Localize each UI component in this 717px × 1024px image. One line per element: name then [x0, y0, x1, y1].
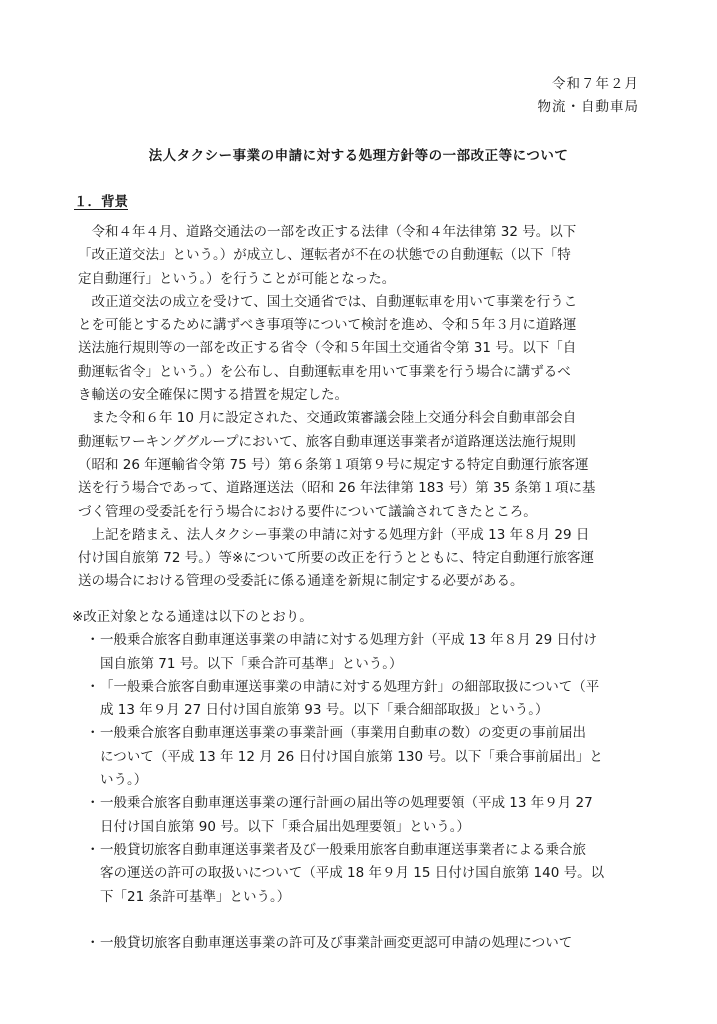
document-header: [538, 73, 640, 119]
list-item-text: 一般乗合旅客自動車運送事業の運行計画の届出等の処理要領（平成 13 年９月 27 日付け国自旅第 90 号。以下「乗合届出処理要領」という。）: [100, 795, 593, 835]
notice-list: [72, 629, 642, 955]
paragraph: 改正道交法の成立を受けて、国土交通省では、自動運転車を用いて事業を行うこ とを可能とするために講ずべき事項等について検討を進め、令和５年３月に道路運 送法施行規則等の一部を改正する省令（令和５年国土交通省令第 31 号。以下「自 動運転省令」という。）を公布し、自動運転車を用いて事業を行う場合に講ずるべ き輸送の安全確保に関する措置を規定した。: [78, 293, 578, 404]
paragraph: また令和６年 10 月に設定された、交通政策審議会陸上交通分科会自動車部会自 動運転ワーキンググループにおいて、旅客自動車運送事業者が道路運送法施行規則 （昭和 26 年運輸省令第 75 号）第６条第１項第９号に規定する特定自動運行旅客運 送を行う場合であって、道路運送法（昭和 26 年法律第 183 号）第 35 条第１項に基 づく管理の受委託を行う場合における要件について議論されてきたところ。: [78, 410, 596, 520]
list-item-text: 一般乗合旅客自動車運送事業の申請に対する処理方針（平成 13 年８月 29 日付け 国自旅第 71 号。以下「乗合許可基準」という。）: [100, 632, 598, 672]
bullet-icon: ・: [86, 678, 100, 695]
list-item: [72, 839, 642, 909]
bullet-icon: ・: [86, 841, 100, 858]
bullet-icon: ・: [86, 934, 100, 951]
list-item-text: 一般乗合旅客自動車運送事業の事業計画（事業用自動車の数）の変更の事前届出 について（平成 13 年 12 月 26 日付け国自旅第 130 号。以下「乗合事前届出」と いう。）: [100, 725, 603, 789]
list-spacer: [72, 909, 642, 932]
list-item: [72, 932, 642, 955]
bullet-icon: ・: [86, 725, 100, 742]
background-body: [78, 221, 640, 594]
list-item-text: 一般貸切旅客自動車運送事業の許可及び事業計画変更認可申請の処理について: [100, 934, 573, 951]
list-item-text: 一般貸切旅客自動車運送事業者及び一般乗用旅客自動車運送事業者による乗合旅 客の運送の許可の取扱いについて（平成 18 年９月 15 日付け国自旅第 140 号。以 下「21 条許可基準」という。）: [100, 841, 605, 905]
list-item: [72, 629, 642, 676]
document-title: 法人タクシー事業の申請に対する処理方針等の一部改正等について: [148, 148, 569, 164]
list-item: [72, 722, 642, 792]
list-item: [72, 676, 642, 723]
note-intro: ※改正対象となる通達は以下のとおり。: [72, 609, 313, 625]
issuing-bureau: 物流・自動車局: [537, 99, 639, 115]
list-item: [72, 792, 642, 839]
list-item-text: 「一般乗合旅客自動車運送事業の申請に対する処理方針」の細部取扱について（平 成 13 年９月 27 日付け国自旅第 93 号。以下「乗合細部取扱」という。）: [100, 678, 600, 719]
issue-date: 令和７年２月: [552, 76, 639, 92]
paragraph: 上記を踏まえ、法人タクシー事業の申請に対する処理方針（平成 13 年８月 29 日 付け国自旅第 72 号。）等※について所要の改正を行うとともに、特定自動運行旅客運 送の場合における管理の受委託に係る通達を新規に制定する必要がある。: [78, 526, 595, 590]
bullet-icon: ・: [86, 632, 100, 649]
bullet-icon: ・: [86, 795, 100, 812]
amendment-note: [72, 606, 642, 955]
paragraph: 令和４年４月、道路交通法の一部を改正する法律（令和４年法律第 32 号。以下 「改正道交法」という。）が成立し、運転者が不在の状態での自動運転（以下「特 定自動運行」という。）を行うことが可能となった。: [78, 224, 577, 287]
section-heading-background: １．背景: [74, 194, 128, 210]
